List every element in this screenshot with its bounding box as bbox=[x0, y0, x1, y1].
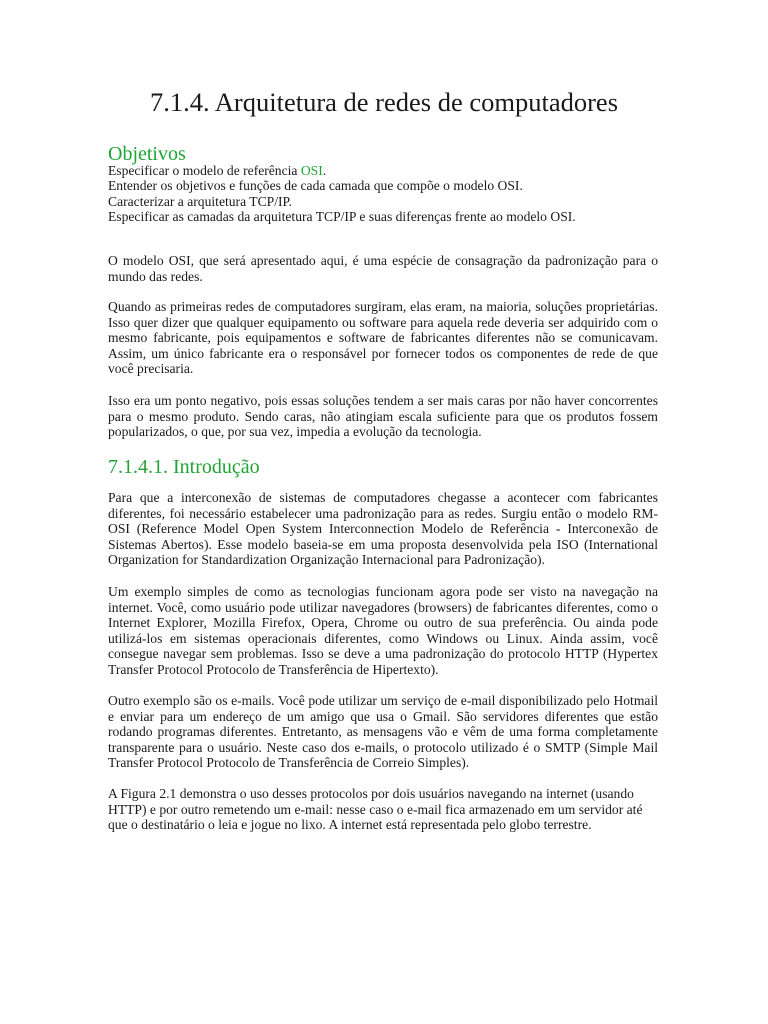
paragraph-rm-osi: Para que a interconexão de sistemas de computadores chegasse a acontecer com fabricantes diferentes, foi necessário estabelecer uma padronização para as redes. Surgiu então o modelo RM-OSI (Reference Model Open System Interconnection Modelo de Referência - Interconexão de Sistemas Abertos). Esse modelo baseia-se em uma proposta desenvolvida pela ISO (International Organization for Standardization Organização Internacional para Padronização). bbox=[108, 490, 658, 568]
objetivo-item-1-period: . bbox=[322, 163, 327, 178]
objetivo-item-2: Entender os objetivos e funções de cada camada que compõe o modelo OSI. bbox=[108, 178, 523, 194]
objetivo-item-1-text: Especificar o modelo de referência bbox=[108, 163, 301, 178]
objetivo-item-3: Caracterizar a arquitetura TCP/IP. bbox=[108, 193, 292, 209]
objetivos-heading: Objetivos bbox=[108, 143, 186, 165]
introducao-heading: 7.1.4.1. Introdução bbox=[108, 456, 260, 478]
objetivo-item-4: Especificar as camadas da arquitetura TCP/IP e suas diferenças frente ao modelo OSI. bbox=[108, 209, 576, 225]
paragraph-negative: Isso era um ponto negativo, pois essas soluções tendem a ser mais caras por não haver concorrentes para o mesmo produto. Sendo caras, não atingiam escala suficiente para que os produtos fossem popularizados, o que, por sua vez, impedia a evolução da tecnologia. bbox=[108, 393, 658, 440]
osi-link[interactable]: OSI bbox=[300, 163, 323, 178]
paragraph-email-example: Outro exemplo são os e-mails. Você pode utilizar um serviço de e-mail disponibilizado pelo Hotmail e enviar para um endereço de um amigo que usa o Gmail. São servidores diferentes que estão rodando programas diferentes. Entretanto, as mensagens vão e vêm de uma forma completamente transparente para o usuário. Neste caso dos e-mails, o protocolo utilizado é o SMTP (Simple Mail Transfer Protocol Protocolo de Transferência de Correio Simples). bbox=[108, 693, 658, 771]
paragraph-figure-2-1: A Figura 2.1 demonstra o uso desses protocolos por dois usuários navegando na internet (usando HTTP) e por outro remetendo um e-mail: nesse caso o e-mail fica armazenado em um servidor até que o destinatário o leia e jogue no lixo. A internet está representada pelo globo terrestre. bbox=[108, 786, 643, 833]
paragraph-osi-intro: O modelo OSI, que será apresentado aqui, é uma espécie de consagração da padronização para o mundo das redes. bbox=[108, 253, 658, 284]
paragraph-proprietary: Quando as primeiras redes de computadores surgiram, elas eram, na maioria, soluções proprietárias. Isso quer dizer que qualquer equipamento ou software para aquela rede deveria ser adquirido com o mesmo fabricante, pois equipamentos e software de fabricantes diferentes não se comunicavam. Assim, um único fabricante era o responsável por fornecer todos os componentes de rede de que você precisaria. bbox=[108, 299, 658, 377]
objetivo-item-1 bbox=[108, 163, 658, 178]
paragraph-http-example: Um exemplo simples de como as tecnologias funcionam agora pode ser visto na navegação na internet. Você, como usuário pode utilizar navegadores (browsers) de fabricantes diferentes, como o Internet Explorer, Mozilla Firefox, Opera, Chrome ou outro de sua preferência. Ou ainda pode utilizá-los em sistemas operacionais diferentes, como Windows ou Linux. Ainda assim, você consegue navegar sem problemas. Isso se deve a uma padronização do protocolo HTTP (Hypertex Transfer Protocol Protocolo de Transferência de Hipertexto). bbox=[108, 584, 658, 677]
objetivos-list bbox=[108, 163, 658, 225]
page-title: 7.1.4. Arquitetura de redes de computadores bbox=[149, 87, 619, 117]
